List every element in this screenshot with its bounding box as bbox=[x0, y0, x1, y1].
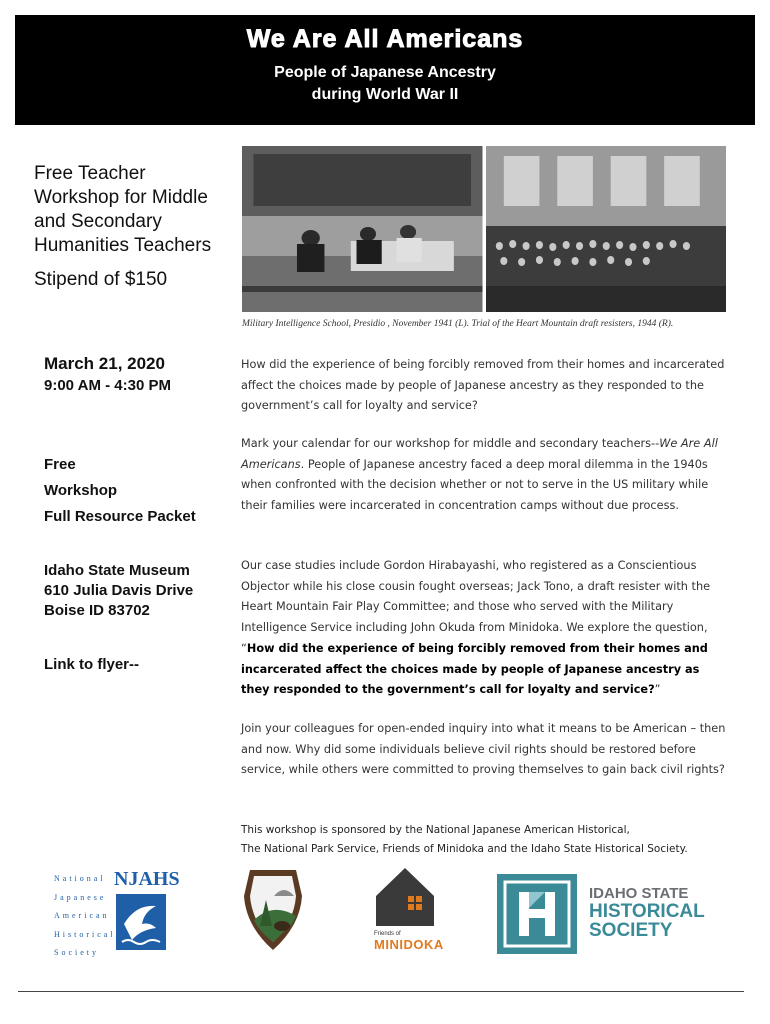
address-line: Boise ID 83702 bbox=[44, 602, 150, 619]
event-time: 9:00 AM - 4:30 PM bbox=[44, 377, 171, 394]
flyer-link[interactable]: Link to flyer-- bbox=[44, 656, 140, 673]
workshop-name: We Are All Americans bbox=[241, 437, 718, 471]
stipend: Stipend of $150 bbox=[34, 269, 168, 290]
banner-subtitle-line1: People of Japanese Ancestry bbox=[274, 64, 496, 81]
invitation: Join your colleagues for open-ended inquiry into what it means to be American – then and now. Why did some individuals believe civil rights should be restored before service, while others were committed to proving themselves to gain back civil rights? bbox=[241, 722, 726, 777]
workshop-title: Free Teacher Workshop for Middle and Secondary Humanities Teachers bbox=[34, 163, 212, 256]
desc-text: Mark your calendar for our workshop for middle and secondary teachers-- bbox=[241, 437, 660, 450]
event-date: March 21, 2020 bbox=[44, 354, 165, 373]
benefit-item: Free bbox=[44, 456, 76, 473]
njahs-word: National bbox=[54, 874, 106, 883]
njahs-logo bbox=[54, 868, 180, 958]
address-line: Idaho State Museum bbox=[44, 562, 190, 579]
njahs-words bbox=[54, 870, 116, 963]
minidoka-small-text: Friends of bbox=[374, 931, 401, 937]
central-question: How did the experience of being forcibly removed from their homes and incarcerated affect the choices made by people of Japanese ancestry as they responded to the government’s call for loyalty and service? bbox=[241, 641, 708, 697]
crane-icon bbox=[116, 894, 166, 950]
footer-divider bbox=[18, 991, 744, 992]
minidoka-name: MINIDOKA bbox=[374, 937, 444, 952]
workshop-description bbox=[241, 434, 727, 517]
case-text: ” bbox=[654, 683, 661, 697]
friends-of-minidoka-logo bbox=[374, 866, 444, 952]
njahs-abbr: NJAHS bbox=[114, 868, 180, 890]
sponsor-line: This workshop is sponsored by the National Japanese American Historical, bbox=[241, 824, 630, 836]
trial-photo bbox=[486, 146, 727, 312]
case-studies bbox=[241, 556, 727, 701]
event-datetime bbox=[44, 354, 244, 394]
ishs-line3: SOCIETY bbox=[589, 920, 673, 941]
benefit-item: Workshop bbox=[44, 482, 118, 499]
ishs-line2: HISTORICAL bbox=[589, 901, 705, 922]
classroom-photo bbox=[242, 146, 483, 312]
njahs-word: Society bbox=[54, 948, 99, 957]
desc-text: . People of Japanese ancestry faced a deep moral dilemma in the 1940s when confronted with the decision whether or not to serve in the US military while their families were incarcerated in concentration camps without due process. bbox=[241, 457, 709, 513]
ishs-line1: IDAHO STATE bbox=[589, 885, 689, 902]
title-banner bbox=[15, 15, 755, 125]
benefits-list bbox=[44, 452, 244, 530]
banner-subtitle-line2: during World War II bbox=[311, 86, 459, 103]
address-line: 610 Julia Davis Drive bbox=[44, 582, 194, 599]
benefit-item: Full Resource Packet bbox=[44, 508, 196, 525]
intro-question: How did the experience of being forcibly removed from their homes and incarcerated affect the choices made by people of Japanese ancestry as they responded to the government’s call for loyalty and service? bbox=[241, 358, 725, 413]
photo-caption: Military Intelligence School, Presidio , November 1941 (L). Trial of the Heart Mountain draft resisters, 1944 (R). bbox=[242, 319, 674, 329]
venue-address bbox=[44, 561, 244, 621]
ishs-emblem-icon bbox=[497, 874, 577, 954]
nps-arrowhead-logo bbox=[240, 866, 306, 952]
historical-photos bbox=[242, 146, 726, 312]
banner-title: We Are All Americans bbox=[246, 25, 524, 53]
ishs-logo bbox=[497, 874, 737, 954]
njahs-word: Japanese bbox=[54, 892, 107, 902]
sponsor-note bbox=[241, 821, 731, 859]
njahs-word: American bbox=[54, 911, 110, 920]
sponsor-line: The National Park Service, Friends of Minidoka and the Idaho State Historical Society. bbox=[241, 843, 688, 855]
njahs-word: Historical bbox=[54, 929, 116, 939]
case-text: Our case studies include Gordon Hirabayashi, who registered as a Conscientious Objector while his close cousin fought overseas; Jack Tono, a draft resister with the Heart Mountain Fair Play Committee; and those who served with the Military Intelligence Service including John Okuda from Minidoka. We explore the question, “ bbox=[241, 559, 711, 655]
